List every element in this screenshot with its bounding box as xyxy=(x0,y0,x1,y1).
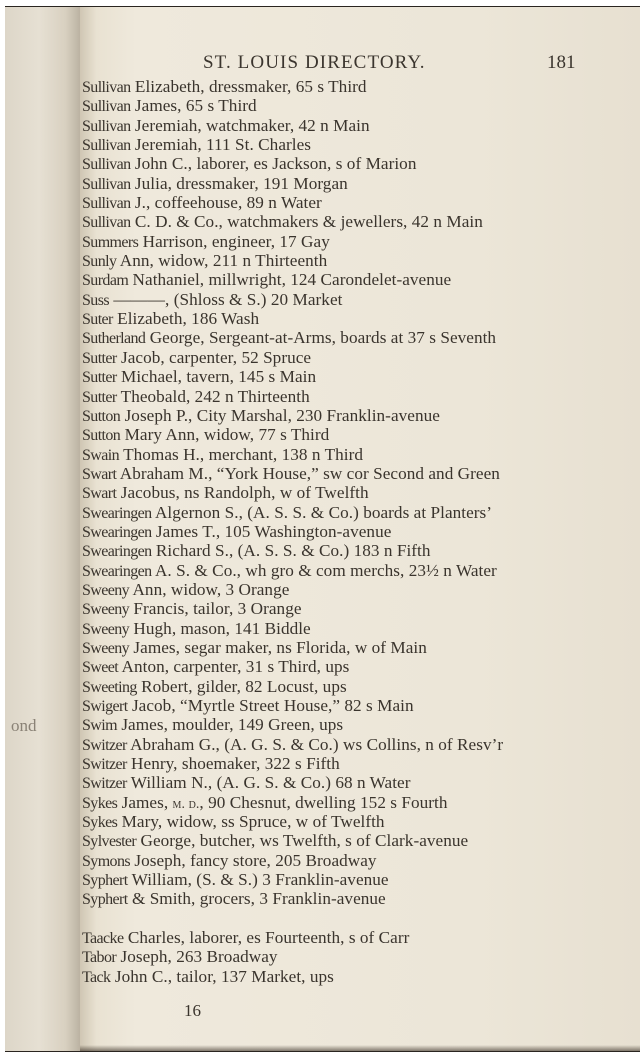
entry-surname: Switzer xyxy=(82,775,127,793)
directory-entry xyxy=(82,541,638,560)
entry-surname: Switzer xyxy=(82,756,127,774)
directory-entry xyxy=(82,522,638,541)
directory-entry xyxy=(82,212,638,231)
entry-surname: Swim xyxy=(82,717,117,735)
entry-surname: Sullivan xyxy=(82,214,131,232)
directory-entry xyxy=(82,483,638,502)
directory-entry xyxy=(82,387,638,406)
directory-entry xyxy=(82,367,638,386)
entry-details: Abraham G., (A. G. S. & Co.) ws Collins, n of Resv’r xyxy=(130,734,504,754)
directory-entry xyxy=(82,174,638,193)
directory-entry xyxy=(82,464,638,483)
entry-details: Michael, tavern, 145 s Main xyxy=(120,367,317,387)
directory-entry xyxy=(82,406,638,425)
entry-surname: Tabor xyxy=(82,949,117,967)
entry-surname: Sullivan xyxy=(82,175,131,193)
entry-details: Hugh, mason, 141 Biddle xyxy=(133,618,311,638)
directory-entry xyxy=(82,309,638,328)
entry-details: A. S. & Co., wh gro & com merchs, 23½ n Water xyxy=(154,560,497,580)
entry-details: Jeremiah, 111 St. Charles xyxy=(134,135,312,155)
entry-surname: Swart xyxy=(82,465,117,483)
directory-entry xyxy=(82,851,638,870)
directory-entry xyxy=(82,967,638,986)
entry-surname: Swearingen xyxy=(82,504,152,522)
directory-entry xyxy=(82,270,638,289)
entry-details: James, 65 s Third xyxy=(134,96,257,116)
entry-details: Mary Ann, widow, 77 s Third xyxy=(124,425,330,445)
entry-surname: Tack xyxy=(82,968,111,986)
directory-entry xyxy=(82,328,638,347)
directory-entry xyxy=(82,561,638,580)
entry-surname: Suss xyxy=(82,291,109,309)
entry-surname: Sullivan xyxy=(82,137,131,155)
entry-surname: Sutton xyxy=(82,427,121,445)
entry-surname: Sutter xyxy=(82,349,117,367)
directory-entry xyxy=(82,96,638,115)
directory-entry xyxy=(82,251,638,270)
left-page-fragment: ond xyxy=(11,716,37,735)
directory-entry xyxy=(82,77,638,96)
entry-surname: Sykes xyxy=(82,794,118,812)
directory-entry xyxy=(82,348,638,367)
entry-details: Jacob, “Myrtle Street House,” 82 s Main xyxy=(131,696,414,715)
entry-details: Jacob, carpenter, 52 Spruce xyxy=(120,347,312,367)
entry-surname: Swearingen xyxy=(82,523,152,541)
directory-entry xyxy=(82,657,638,676)
entry-surname: Swain xyxy=(82,446,120,464)
entry-details: James, m. d., 90 Chesnut, dwelling 152 s Fourth xyxy=(121,792,448,812)
directory-entry xyxy=(82,580,638,599)
directory-entry xyxy=(82,677,638,696)
directory-entry xyxy=(82,503,638,522)
directory-entry xyxy=(82,812,638,831)
entry-details: Anton, carpenter, 31 s Third, ups xyxy=(121,657,350,677)
directory-entries xyxy=(82,77,638,986)
entry-details: Harrison, engineer, 17 Gay xyxy=(142,231,330,251)
directory-entry xyxy=(82,889,638,908)
directory-entry xyxy=(82,116,638,135)
entry-surname: Sweeting xyxy=(82,678,137,696)
directory-entry xyxy=(82,599,638,618)
entry-surname: Sykes xyxy=(82,814,118,832)
entry-details: John C., laborer, es Jackson, s of Marion xyxy=(134,154,417,174)
entry-surname: Swearingen xyxy=(82,543,152,561)
entry-surname: Sutton xyxy=(82,407,121,425)
entry-surname: Sutter xyxy=(82,369,117,387)
directory-entry xyxy=(82,754,638,773)
directory-entry xyxy=(82,232,638,251)
entry-details: Julia, dressmaker, 191 Morgan xyxy=(134,173,348,193)
entry-details: Richard S., (A. S. S. & Co.) 183 n Fifth xyxy=(155,541,431,561)
entry-details: Elizabeth, dressmaker, 65 s Third xyxy=(134,77,367,96)
directory-entry xyxy=(82,735,638,754)
entry-details: Henry, shoemaker, 322 s Fifth xyxy=(131,754,340,774)
section-gap xyxy=(82,909,638,928)
entry-surname: Switzer xyxy=(82,736,127,754)
directory-entry xyxy=(82,793,638,812)
entry-details: Mary, widow, ss Spruce, w of Twelfth xyxy=(121,812,385,832)
entry-surname: Swearingen xyxy=(82,562,152,580)
entry-surname: Sutter xyxy=(82,388,117,406)
entry-surname: Sullivan xyxy=(82,79,131,96)
entry-details: Francis, tailor, 3 Orange xyxy=(133,599,302,619)
entry-details: Algernon S., (A. S. S. & Co.) boards at Planters’ xyxy=(154,502,493,522)
entry-details: & Smith, grocers, 3 Franklin-avenue xyxy=(131,889,386,909)
entry-details: Jacobus, ns Randolph, w of Twelfth xyxy=(120,483,369,503)
entry-details: Ann, widow, 211 n Thirteenth xyxy=(119,251,328,271)
page-number: 181 xyxy=(547,52,576,73)
entry-details: William, (S. & S.) 3 Franklin-avenue xyxy=(131,870,389,890)
entry-surname: Sweeny xyxy=(82,639,130,657)
entry-details: Abraham M., “York House,” sw cor Second and Green xyxy=(119,463,500,483)
entry-details: James, moulder, 149 Green, ups xyxy=(121,715,344,735)
entry-details: Elizabeth, 186 Wash xyxy=(117,309,260,329)
directory-entry xyxy=(82,831,638,850)
signature-mark: 16 xyxy=(184,1001,201,1020)
entry-details: John C., tailor, 137 Market, ups xyxy=(114,966,334,986)
directory-entry xyxy=(82,193,638,212)
entry-surname: Surdam xyxy=(82,272,129,290)
directory-entry xyxy=(82,445,638,464)
entry-details: James, segar maker, ns Florida, w of Main xyxy=(133,637,427,657)
smallcaps-abbrev: m. d. xyxy=(172,796,200,812)
entry-details: Charles, laborer, es Fourteenth, s of Carr xyxy=(127,928,410,948)
entry-details: Joseph, 263 Broadway xyxy=(120,947,278,967)
entry-details: ———, (Shloss & S.) 20 Market xyxy=(113,289,343,309)
directory-entry xyxy=(82,425,638,444)
page-header-title: ST. LOUIS DIRECTORY. xyxy=(203,52,426,73)
entry-details: Nathaniel, millwright, 124 Carondelet-avenue xyxy=(132,270,452,290)
entry-surname: Sylvester xyxy=(82,833,137,851)
directory-entry xyxy=(82,135,638,154)
entry-details: George, butcher, ws Twelfth, s of Clark-avenue xyxy=(140,831,469,851)
entry-details: Theobald, 242 n Thirteenth xyxy=(120,386,310,406)
entry-details: James T., 105 Washington-avenue xyxy=(155,521,392,541)
entry-surname: Swart xyxy=(82,485,117,503)
directory-entry xyxy=(82,619,638,638)
entry-surname: Sullivan xyxy=(82,156,131,174)
right-page xyxy=(80,7,640,1051)
entry-details: Joseph P., City Marshal, 230 Franklin-avenue xyxy=(124,405,440,425)
entry-details: C. D. & Co., watchmakers & jewellers, 42 n Main xyxy=(134,212,483,232)
entry-surname: Swigert xyxy=(82,698,128,715)
directory-entry xyxy=(82,773,638,792)
entry-surname: Suter xyxy=(82,311,113,329)
running-head xyxy=(80,52,640,76)
entry-surname: Sullivan xyxy=(82,98,131,116)
entry-details: Thomas H., merchant, 138 n Third xyxy=(123,444,364,464)
entry-surname: Sweeny xyxy=(82,581,130,599)
entry-surname: Sweeny xyxy=(82,620,130,638)
entry-details: George, Sergeant-at-Arms, boards at 37 s Seventh xyxy=(149,328,497,348)
entry-surname: Sutherland xyxy=(82,330,146,348)
left-page xyxy=(5,7,81,1051)
entry-surname: Taacke xyxy=(82,930,124,948)
entry-surname: Sunly xyxy=(82,253,117,271)
entry-details: Jeremiah, watchmaker, 42 n Main xyxy=(134,115,370,135)
directory-entry xyxy=(82,715,638,734)
entry-details: Joseph, fancy store, 205 Broadway xyxy=(134,850,377,870)
directory-entry xyxy=(82,870,638,889)
directory-entry xyxy=(82,154,638,173)
entry-surname: Sullivan xyxy=(82,195,131,213)
directory-entry xyxy=(82,638,638,657)
entry-surname: Syphert xyxy=(82,891,128,909)
entry-details: William N., (A. G. S. & Co.) 68 n Water xyxy=(130,773,411,793)
directory-entry xyxy=(82,928,638,947)
directory-entry xyxy=(82,290,638,309)
entry-surname: Sweet xyxy=(82,659,119,677)
entry-details: J., coffeehouse, 89 n Water xyxy=(134,193,322,213)
entry-surname: Summers xyxy=(82,233,139,251)
entry-surname: Sullivan xyxy=(82,117,131,135)
entry-details: Ann, widow, 3 Orange xyxy=(132,579,290,599)
directory-entry xyxy=(82,696,638,715)
entry-details: Robert, gilder, 82 Locust, ups xyxy=(141,676,347,696)
entry-surname: Symons xyxy=(82,852,130,870)
entry-surname: Syphert xyxy=(82,872,128,890)
entry-surname: Sweeny xyxy=(82,601,130,619)
directory-entry xyxy=(82,947,638,966)
